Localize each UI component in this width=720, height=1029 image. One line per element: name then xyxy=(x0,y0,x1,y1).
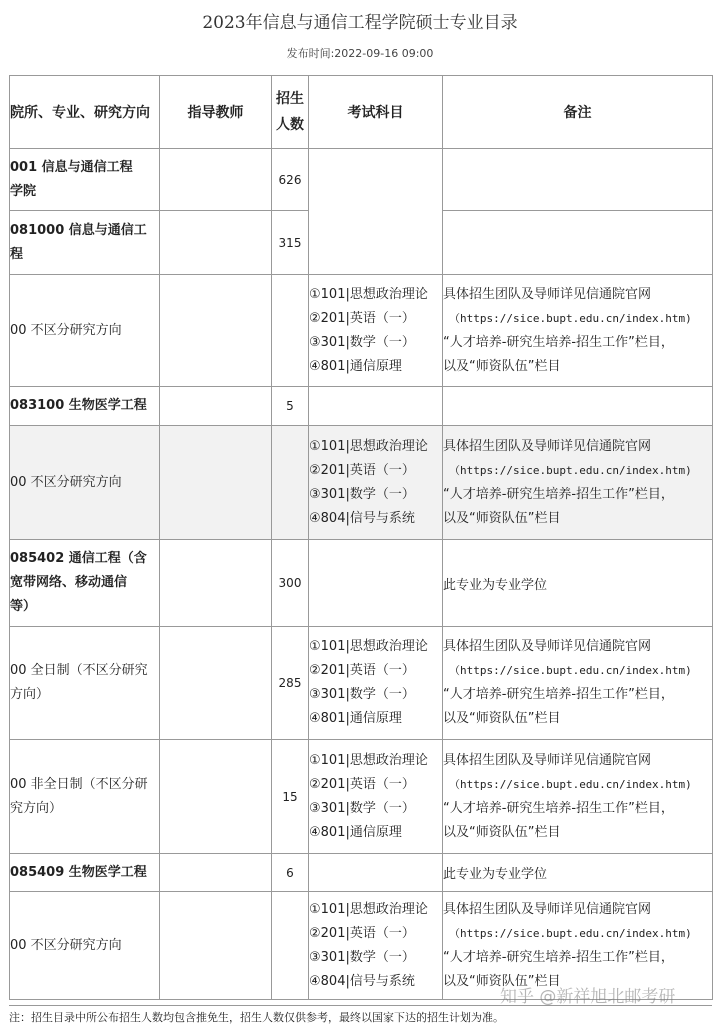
program-name: 083100 生物医学工程 xyxy=(10,387,160,426)
program-name-line: 081000 信息与通信工 xyxy=(10,222,147,238)
program-name-line: 学院 xyxy=(10,183,37,199)
program-name xyxy=(10,149,160,211)
note-line: “人才培养-研究生培养-招生工作”栏目， xyxy=(443,949,674,965)
watermark: 知乎 @新祥旭北邮考研 xyxy=(500,987,676,1007)
program-name: 00 不区分研究方向 xyxy=(10,426,160,540)
header-enrollment xyxy=(272,76,309,149)
program-name: 085409 生物医学工程 xyxy=(10,854,160,892)
program-name-line: 085402 通信工程（含 xyxy=(10,551,147,566)
advisor-cell xyxy=(160,211,272,275)
notes-cell xyxy=(443,426,713,540)
note-url: （https://sice.bupt.edu.cn/index.htm) xyxy=(449,311,692,325)
exam-subject: ③301|数学（一） xyxy=(309,800,415,816)
note-line: 以及“师资队伍”栏目 xyxy=(443,973,561,989)
subjects-cell xyxy=(309,275,443,387)
note-line: 具体招生团队及导师详见信通院官网 xyxy=(443,438,652,454)
notes-cell xyxy=(443,275,713,387)
notes-cell: 此专业为专业学位 xyxy=(443,854,713,892)
program-name-line: 001 信息与通信工程 xyxy=(10,159,133,175)
page-title: 2023年信息与通信工程学院硕士专业目录 xyxy=(202,13,518,33)
notes-cell xyxy=(443,211,713,275)
header-notes: 备注 xyxy=(443,76,713,149)
advisor-cell xyxy=(160,540,272,627)
table-row xyxy=(10,854,713,892)
program-name: 00 不区分研究方向 xyxy=(10,275,160,387)
enrollment-count xyxy=(272,426,309,540)
program-name-line: 程 xyxy=(10,246,24,262)
subjects-cell xyxy=(309,627,443,740)
program-name-line: 等） xyxy=(10,599,37,614)
subjects-cell xyxy=(309,540,443,627)
program-name-line: 方向） xyxy=(10,687,50,702)
exam-subject: ②201|英语（一） xyxy=(309,925,415,941)
header-program: 院所、专业、研究方向 xyxy=(10,76,160,149)
note-url: （https://sice.bupt.edu.cn/index.htm) xyxy=(449,664,692,677)
exam-subject: ①101|思想政治理论 xyxy=(309,286,428,302)
notes-cell xyxy=(443,387,713,426)
exam-subject: ②201|英语（一） xyxy=(309,776,415,792)
subjects-cell xyxy=(309,892,443,1000)
advisor-cell xyxy=(160,740,272,854)
note-line: 具体招生团队及导师详见信通院官网 xyxy=(443,901,652,917)
enrollment-count: 285 xyxy=(272,627,309,740)
table-row xyxy=(10,149,713,211)
enrollment-count: 626 xyxy=(272,149,309,211)
enrollment-count: 300 xyxy=(272,540,309,627)
enrollment-count xyxy=(272,275,309,387)
exam-subject: ②201|英语（一） xyxy=(309,310,415,326)
table-row xyxy=(10,275,713,387)
exam-subject: ③301|数学（一） xyxy=(309,486,415,502)
advisor-cell xyxy=(160,854,272,892)
program-name xyxy=(10,627,160,740)
note-line: 具体招生团队及导师详见信通院官网 xyxy=(443,752,652,768)
program-name-line: 00 全日制（不区分研究 xyxy=(10,663,148,678)
note-line: “人才培养-研究生培养-招生工作”栏目， xyxy=(443,334,674,350)
note-line: 以及“师资队伍”栏目 xyxy=(443,711,561,726)
program-name xyxy=(10,211,160,275)
table-row xyxy=(10,426,713,540)
note-line: 以及“师资队伍”栏目 xyxy=(443,358,561,374)
advisor-cell xyxy=(160,627,272,740)
exam-subject: ④801|通信原理 xyxy=(309,824,402,840)
exam-subject: ①101|思想政治理论 xyxy=(309,901,428,917)
program-name xyxy=(10,540,160,627)
catalog-table xyxy=(9,75,713,1000)
notes-cell xyxy=(443,740,713,854)
header-enrollment-line2: 人数 xyxy=(276,117,304,133)
exam-subject: ④801|通信原理 xyxy=(309,358,402,374)
publish-time: 发布时间:2022-09-16 09:00 xyxy=(286,47,434,60)
exam-subject: ②201|英语（一） xyxy=(309,462,415,478)
subjects-cell xyxy=(309,387,443,426)
note-line: 以及“师资队伍”栏目 xyxy=(443,824,561,840)
notes-cell xyxy=(443,627,713,740)
enrollment-count: 15 xyxy=(272,740,309,854)
note-line: “人才培养-研究生培养-招生工作”栏目， xyxy=(443,687,674,702)
program-name-line: 究方向） xyxy=(10,800,63,816)
enrollment-count xyxy=(272,892,309,1000)
enrollment-count: 6 xyxy=(272,854,309,892)
enrollment-count: 5 xyxy=(272,387,309,426)
subjects-cell xyxy=(309,854,443,892)
note-line: 具体招生团队及导师详见信通院官网 xyxy=(443,639,652,654)
note-line: 以及“师资队伍”栏目 xyxy=(443,510,561,526)
note-url: （https://sice.bupt.edu.cn/index.htm) xyxy=(449,777,692,791)
subjects-cell xyxy=(309,149,443,275)
enrollment-count: 315 xyxy=(272,211,309,275)
table-row xyxy=(10,740,713,854)
subjects-cell xyxy=(309,740,443,854)
advisor-cell xyxy=(160,149,272,211)
exam-subject: ①101|思想政治理论 xyxy=(309,438,428,454)
program-name: 00 不区分研究方向 xyxy=(10,892,160,1000)
note-line: “人才培养-研究生培养-招生工作”栏目， xyxy=(443,800,674,816)
table-row xyxy=(10,540,713,627)
note-line: 具体招生团队及导师详见信通院官网 xyxy=(443,286,652,302)
advisor-cell xyxy=(160,426,272,540)
exam-subject: ③301|数学（一） xyxy=(309,949,415,965)
note-line: “人才培养-研究生培养-招生工作”栏目， xyxy=(443,486,674,502)
note-url: （https://sice.bupt.edu.cn/index.htm) xyxy=(449,926,692,940)
header-advisor: 指导教师 xyxy=(160,76,272,149)
notes-cell: 此专业为专业学位 xyxy=(443,540,713,627)
advisor-cell xyxy=(160,892,272,1000)
exam-subject: ②201|英语（一） xyxy=(309,663,415,678)
exam-subject: ①101|思想政治理论 xyxy=(309,752,428,768)
table-row xyxy=(10,387,713,426)
exam-subject: ①101|思想政治理论 xyxy=(309,639,428,654)
advisor-cell xyxy=(160,275,272,387)
exam-subject: ④804|信号与系统 xyxy=(309,510,415,526)
exam-subject: ④801|通信原理 xyxy=(309,711,402,726)
note-url: （https://sice.bupt.edu.cn/index.htm) xyxy=(449,463,692,477)
program-name xyxy=(10,740,160,854)
header-exam-subjects: 考试科目 xyxy=(309,76,443,149)
subjects-cell xyxy=(309,426,443,540)
footer-note: 注：招生目录中所公布招生人数均包含推免生，招生人数仅供参考，最终以国家下达的招生计划为准。 xyxy=(9,1005,712,1025)
exam-subject: ④804|信号与系统 xyxy=(309,973,415,989)
exam-subject: ③301|数学（一） xyxy=(309,687,415,702)
program-name-line: 00 非全日制（不区分研 xyxy=(10,776,148,792)
notes-cell xyxy=(443,149,713,211)
header-enrollment-line1: 招生 xyxy=(276,91,304,107)
program-name-line: 宽带网络、移动通信 xyxy=(10,575,128,590)
advisor-cell xyxy=(160,387,272,426)
header-row xyxy=(10,76,713,149)
table-row xyxy=(10,627,713,740)
exam-subject: ③301|数学（一） xyxy=(309,334,415,350)
